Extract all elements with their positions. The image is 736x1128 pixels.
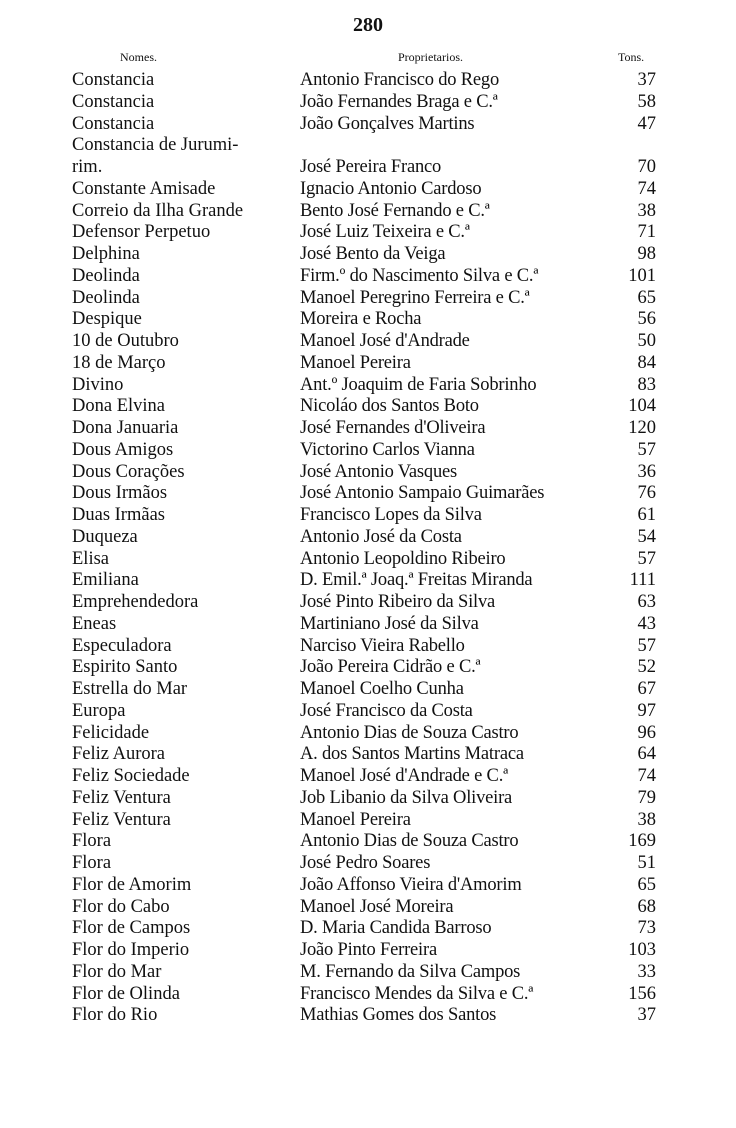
ship-name: Dous Irmãos (72, 483, 168, 504)
tonnage: 111 (629, 570, 656, 591)
register-row (0, 962, 736, 984)
ship-name: Deolinda (72, 287, 140, 308)
ship-name: Constancia (72, 113, 155, 134)
tonnage: 36 (637, 461, 656, 482)
tonnage: 61 (637, 505, 656, 525)
owner-name: Antonio Dias de Souza Castro (300, 831, 519, 852)
ship-register-list (0, 70, 736, 1027)
ship-name: Flor de Campos (72, 918, 191, 939)
register-row (0, 549, 736, 571)
register-row (0, 723, 736, 745)
tonnage: 33 (637, 961, 656, 982)
owner-name: D. Emil.ª Joaq.ª Freitas Miranda (300, 570, 533, 591)
tonnage: 79 (637, 787, 656, 808)
owner-name: José Francisco da Costa (300, 700, 473, 721)
register-row (0, 375, 736, 397)
register-row (0, 570, 736, 592)
ship-name: Feliz Sociedade (72, 766, 190, 786)
owner-name: Martiniano José da Silva (300, 613, 479, 634)
register-row (0, 483, 736, 505)
owner-name: João Pinto Ferreira (300, 940, 437, 960)
ship-name: Constancia (72, 91, 155, 112)
ship-name: Constancia de Jurumi- (72, 135, 239, 156)
register-row (0, 918, 736, 940)
tonnage: 37 (637, 70, 656, 90)
tonnage: 73 (637, 918, 656, 939)
tonnage: 52 (637, 657, 656, 678)
tonnage: 57 (637, 548, 656, 569)
column-headers (0, 50, 736, 70)
ship-name: 10 de Outubro (72, 331, 179, 351)
ship-name: Dona Januaria (72, 418, 179, 438)
owner-name: Antonio Francisco do Rego (300, 70, 499, 90)
tonnage: 98 (637, 244, 656, 264)
owner-name: José Bento da Veiga (300, 244, 446, 264)
tonnage: 74 (637, 178, 656, 199)
register-row (0, 114, 736, 136)
owner-name: João Pereira Cidrão e C.ª (300, 657, 481, 678)
tonnage: 74 (637, 766, 656, 786)
ship-name: Dous Corações (72, 461, 185, 482)
register-row (0, 505, 736, 527)
tonnage: 68 (637, 896, 656, 917)
register-row (0, 288, 736, 310)
ship-name: Espirito Santo (72, 657, 178, 678)
tonnage: 101 (628, 265, 656, 286)
register-row (0, 897, 736, 919)
owner-name: Manoel José d'Andrade (300, 331, 470, 351)
ship-name: Deolinda (72, 265, 140, 286)
owner-name: Victorino Carlos Vianna (300, 439, 475, 460)
ship-name: Flora (72, 853, 112, 873)
ship-name: Flor do Mar (72, 961, 162, 982)
owner-name: Antonio Leopoldino Ribeiro (300, 548, 506, 569)
tonnage: 169 (628, 831, 656, 852)
ship-name: Felicidade (72, 722, 150, 743)
register-row (0, 744, 736, 766)
ship-name: Flor do Cabo (72, 896, 170, 917)
ship-name: Correio da Ilha Grande (72, 200, 244, 221)
ship-name: Emprehendedora (72, 592, 199, 612)
register-row (0, 766, 736, 788)
tonnage: 103 (628, 940, 656, 960)
ship-name: Flor de Olinda (72, 983, 180, 1004)
register-row (0, 157, 736, 179)
ship-name: Dona Elvina (72, 396, 165, 417)
tonnage: 64 (637, 744, 656, 765)
tonnage: 38 (637, 809, 656, 830)
owner-name: Manoel José d'Andrade e C.ª (300, 766, 509, 786)
register-row (0, 853, 736, 875)
register-row (0, 940, 736, 962)
register-row (0, 831, 736, 853)
owner-name: José Antonio Sampaio Guimarães (300, 483, 545, 504)
owner-name: Nicoláo dos Santos Boto (300, 396, 479, 417)
owner-name: Mathias Gomes dos Santos (300, 1005, 497, 1026)
owner-name: Manoel Pereira (300, 352, 411, 373)
ship-name: Duqueza (72, 526, 138, 547)
tonnage: 70 (637, 157, 656, 177)
owner-name: D. Maria Candida Barroso (300, 918, 492, 939)
owner-name: João Fernandes Braga e C.ª (300, 91, 498, 112)
register-row (0, 353, 736, 375)
register-row (0, 244, 736, 266)
owner-name: Bento José Fernando e C.ª (300, 200, 490, 221)
tonnage: 71 (637, 222, 656, 243)
tonnage: 37 (637, 1005, 656, 1026)
owner-name: José Pedro Soares (300, 853, 431, 873)
owner-name: Ignacio Antonio Cardoso (300, 178, 482, 199)
owner-name: João Affonso Vieira d'Amorim (300, 874, 522, 895)
owner-name: José Fernandes d'Oliveira (300, 418, 486, 438)
owner-name: João Gonçalves Martins (300, 113, 475, 134)
ship-name: Flor de Amorim (72, 874, 192, 895)
owner-name: José Luiz Teixeira e C.ª (300, 222, 470, 243)
owner-name: Manoel Pereira (300, 809, 411, 830)
owner-name: Antonio José da Costa (300, 526, 462, 547)
register-row (0, 614, 736, 636)
ship-name: 18 de Março (72, 352, 166, 373)
register-row (0, 810, 736, 832)
register-row (0, 266, 736, 288)
tonnage: 50 (637, 331, 656, 351)
tonnage: 65 (637, 874, 656, 895)
page-number: 280 (353, 14, 383, 36)
tonnage: 47 (637, 113, 656, 134)
owner-name: José Antonio Vasques (300, 461, 458, 482)
header-owners: Proprietarios. (398, 50, 463, 64)
register-row (0, 636, 736, 658)
owner-name: Manoel Peregrino Ferreira e C.ª (300, 287, 530, 308)
ship-name: Feliz Ventura (72, 809, 171, 830)
register-row (0, 701, 736, 723)
register-row (0, 70, 736, 92)
ship-name: Constancia (72, 70, 155, 90)
owner-name: Manoel José Moreira (300, 896, 454, 917)
ship-name: Emiliana (72, 570, 139, 591)
tonnage: 54 (637, 526, 656, 547)
tonnage: 84 (637, 352, 656, 373)
register-row (0, 135, 736, 157)
ship-name: Flor do Imperio (72, 940, 190, 960)
owner-name: Firm.º do Nascimento Silva e C.ª (300, 265, 539, 286)
tonnage: 65 (637, 287, 656, 308)
register-row (0, 788, 736, 810)
owner-name: José Pereira Franco (300, 157, 442, 177)
tonnage: 120 (628, 418, 656, 438)
tonnage: 38 (637, 200, 656, 221)
ship-name: Especuladora (72, 635, 172, 656)
owner-name: José Pinto Ribeiro da Silva (300, 592, 496, 612)
register-row (0, 462, 736, 484)
tonnage: 58 (637, 91, 656, 112)
register-row (0, 679, 736, 701)
register-row (0, 309, 736, 331)
register-row (0, 657, 736, 679)
ship-name: Europa (72, 700, 126, 721)
tonnage: 83 (637, 374, 656, 395)
header-names: Nomes. (120, 50, 157, 64)
register-row (0, 1005, 736, 1027)
owner-name: Manoel Coelho Cunha (300, 679, 464, 699)
ship-name: Delphina (72, 244, 140, 264)
owner-name: Job Libanio da Silva Oliveira (300, 787, 513, 808)
register-row (0, 440, 736, 462)
ship-name: Dous Amigos (72, 439, 174, 460)
ship-name: Flor do Rio (72, 1005, 158, 1026)
register-row (0, 201, 736, 223)
owner-name: Ant.º Joaquim de Faria Sobrinho (300, 374, 537, 395)
tonnage: 57 (637, 635, 656, 656)
ship-name: Despique (72, 309, 142, 330)
ship-name: Estrella do Mar (72, 679, 188, 699)
register-row (0, 984, 736, 1006)
ship-name: Feliz Ventura (72, 787, 171, 808)
register-row (0, 331, 736, 353)
tonnage: 51 (637, 853, 656, 873)
tonnage: 97 (637, 700, 656, 721)
tonnage: 43 (637, 613, 656, 634)
tonnage: 57 (637, 439, 656, 460)
tonnage: 67 (637, 679, 656, 699)
tonnage: 104 (628, 396, 656, 417)
owner-name: Francisco Lopes da Silva (300, 505, 482, 525)
ship-name: Duas Irmãas (72, 505, 165, 525)
ship-name: rim. (72, 157, 103, 177)
ship-name: Constante Amisade (72, 178, 216, 199)
owner-name: Antonio Dias de Souza Castro (300, 722, 519, 743)
owner-name: Moreira e Rocha (300, 309, 422, 330)
register-row (0, 396, 736, 418)
register-row (0, 222, 736, 244)
owner-name: A. dos Santos Martins Matraca (300, 744, 524, 765)
tonnage: 76 (637, 483, 656, 504)
owner-name: Narciso Vieira Rabello (300, 635, 465, 656)
tonnage: 56 (637, 309, 656, 330)
register-row (0, 418, 736, 440)
register-row (0, 92, 736, 114)
owner-name: M. Fernando da Silva Campos (300, 961, 521, 982)
header-tons: Tons. (618, 50, 645, 64)
ship-name: Feliz Aurora (72, 744, 165, 765)
ship-name: Flora (72, 831, 112, 852)
register-row (0, 592, 736, 614)
register-row (0, 179, 736, 201)
tonnage: 156 (628, 983, 656, 1004)
ship-name: Defensor Perpetuo (72, 222, 211, 243)
ship-name: Divino (72, 374, 124, 395)
register-row (0, 875, 736, 897)
register-row (0, 527, 736, 549)
owner-name: Francisco Mendes da Silva e C.ª (300, 983, 534, 1004)
tonnage: 96 (637, 722, 656, 743)
tonnage: 63 (637, 592, 656, 612)
ship-name: Eneas (72, 613, 117, 634)
ship-name: Elisa (72, 548, 109, 569)
